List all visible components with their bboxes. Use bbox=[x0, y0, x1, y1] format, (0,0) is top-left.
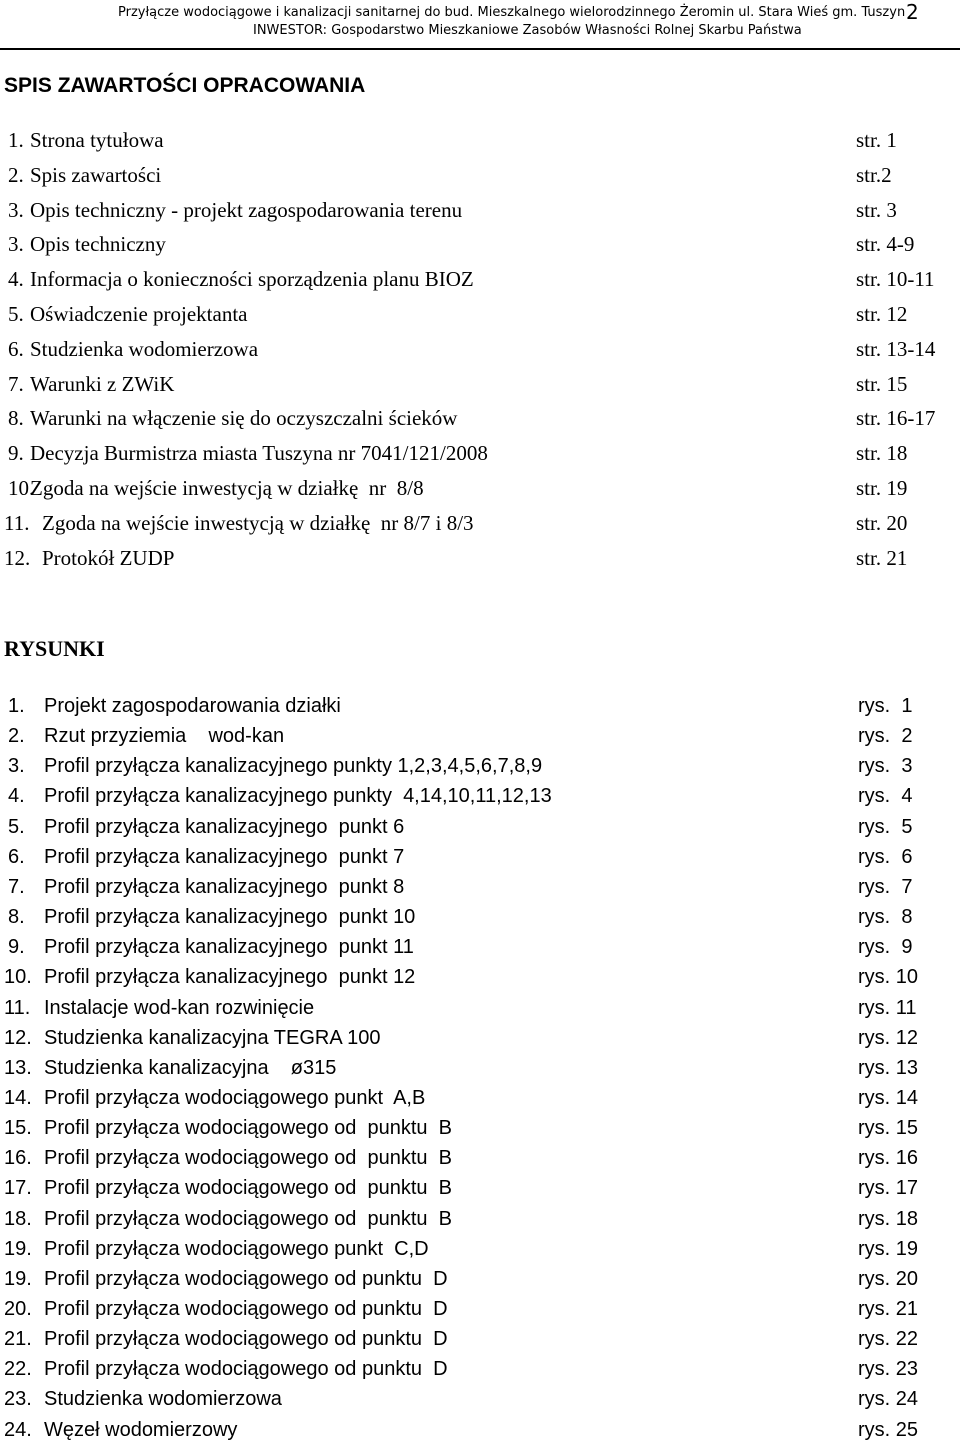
item-label: Profil przyłącza wodociągowego od punktu D bbox=[44, 1298, 448, 1320]
item-label: Profil przyłącza wodociągowego od punktu D bbox=[44, 1267, 448, 1290]
list-item bbox=[0, 1113, 960, 1143]
item-label: Zgoda na wejście inwestycją w działkę nr 8/8 bbox=[30, 476, 424, 500]
item-page: rys. 11 bbox=[858, 996, 917, 1019]
list-item bbox=[0, 751, 960, 781]
drawings-title: RYSUNKI bbox=[4, 636, 105, 661]
list-item bbox=[0, 902, 960, 932]
item-label: Warunki z ZWiK bbox=[30, 371, 175, 396]
item-number: 3. bbox=[8, 232, 24, 257]
item-page: rys. 1 bbox=[858, 695, 913, 717]
item-number: 6. bbox=[8, 845, 25, 868]
item-label: Profil przyłącza kanalizacyjnego punkt 10 bbox=[44, 906, 416, 929]
list-item bbox=[0, 299, 960, 329]
item-page: rys. 6 bbox=[858, 845, 913, 868]
list-item bbox=[0, 842, 960, 872]
item-number: 7. bbox=[8, 875, 25, 898]
list-item bbox=[0, 125, 960, 155]
item-page: str. 16-17 bbox=[856, 406, 936, 431]
list-item bbox=[0, 508, 960, 538]
item-page: rys. 19 bbox=[858, 1237, 919, 1260]
list-item bbox=[0, 1204, 960, 1234]
item-label: Opis techniczny - projekt zagospodarowania terenu bbox=[30, 197, 463, 222]
item-number: 10. bbox=[4, 966, 32, 989]
item-label: Studzienka kanalizacyjna TEGRA 100 bbox=[44, 1026, 381, 1049]
item-page: rys. 22 bbox=[858, 1328, 919, 1351]
item-page: rys. 15 bbox=[858, 1117, 919, 1140]
item-label: Studzienka wodomierzowa bbox=[30, 336, 259, 361]
item-page: rys. 20 bbox=[858, 1267, 919, 1290]
item-label: Opis techniczny bbox=[30, 232, 166, 257]
header-investor: INWESTOR: Gospodarstwo Mieszkaniowe Zasobów Własności Rolnej Skarbu Państwa bbox=[253, 23, 802, 38]
item-number: 8. bbox=[8, 406, 24, 431]
list-item bbox=[0, 993, 960, 1023]
item-label: Profil przyłącza kanalizacyjnego punkt 12 bbox=[44, 966, 416, 989]
item-page: rys. 12 bbox=[858, 1026, 919, 1049]
list-item bbox=[0, 403, 960, 433]
item-number: 12. bbox=[4, 545, 31, 570]
item-page: str. 10-11 bbox=[856, 267, 935, 292]
item-page: rys. 21 bbox=[858, 1298, 919, 1320]
item-number: 6. bbox=[8, 336, 24, 361]
item-number: 23. bbox=[4, 1388, 32, 1411]
item-page: str. 15 bbox=[856, 371, 908, 396]
list-item bbox=[0, 1415, 960, 1445]
item-label: Profil przyłącza wodociągowego punkt C,D bbox=[44, 1237, 429, 1260]
item-number: 22. bbox=[4, 1358, 32, 1381]
item-label: Strona tytułowa bbox=[30, 128, 164, 152]
item-page: str. 3 bbox=[856, 197, 897, 222]
header-divider bbox=[0, 48, 960, 50]
item-number: 11. bbox=[4, 510, 30, 535]
list-item bbox=[0, 1173, 960, 1203]
list-item bbox=[0, 229, 960, 259]
item-number: 3. bbox=[8, 755, 25, 778]
item-label: Rzut przyziemia wod-kan bbox=[44, 725, 285, 748]
header-project-title: Przyłącze wodociągowe i kanalizacji sanitarnej do bud. Mieszkalnego wielorodzinnego Żeromin ul. Stara Wieś gm. Tuszyn bbox=[118, 5, 906, 20]
list-item bbox=[0, 473, 960, 503]
item-label: Profil przyłącza wodociągowego od punktu B bbox=[44, 1147, 453, 1170]
item-label: Profil przyłącza kanalizacyjnego punkt 8 bbox=[44, 875, 405, 898]
item-page: rys. 16 bbox=[858, 1147, 919, 1170]
list-item bbox=[0, 1083, 960, 1113]
list-item bbox=[0, 1384, 960, 1414]
item-number: 8. bbox=[8, 906, 25, 929]
list-item bbox=[0, 872, 960, 902]
item-number: 24. bbox=[4, 1418, 32, 1441]
item-label: Warunki na włączenie się do oczyszczalni ścieków bbox=[30, 406, 458, 431]
item-number: 19. bbox=[4, 1267, 32, 1290]
item-number: 20. bbox=[4, 1298, 32, 1320]
item-number: 16. bbox=[4, 1147, 32, 1170]
item-number: 11. bbox=[4, 996, 31, 1019]
item-page: rys. 4 bbox=[858, 785, 913, 808]
item-label: Profil przyłącza wodociągowego od punktu B bbox=[44, 1207, 453, 1230]
item-page: str. 20 bbox=[856, 510, 908, 535]
item-number: 4. bbox=[8, 267, 24, 292]
item-label: Studzienka kanalizacyjna ø315 bbox=[44, 1056, 337, 1079]
item-label: Profil przyłącza wodociągowego od punktu D bbox=[44, 1358, 448, 1381]
item-label: Profil przyłącza wodociągowego od punktu B bbox=[44, 1117, 453, 1140]
list-item bbox=[0, 721, 960, 751]
list-item bbox=[0, 369, 960, 399]
item-label: Informacja o konieczności sporządzenia planu BIOZ bbox=[30, 267, 474, 292]
list-item bbox=[0, 334, 960, 364]
item-label: Decyzja Burmistrza miasta Tuszyna nr 7041/121/2008 bbox=[30, 441, 488, 466]
item-number: 5. bbox=[8, 302, 24, 326]
list-item bbox=[0, 1234, 960, 1264]
item-label: Profil przyłącza kanalizacyjnego punkt 11 bbox=[44, 936, 414, 959]
item-number: 9. bbox=[8, 441, 24, 466]
item-number: 5. bbox=[8, 815, 25, 838]
item-label: Profil przyłącza wodociągowego punkt A,B bbox=[44, 1086, 426, 1109]
item-page: str. 1 bbox=[856, 128, 897, 152]
list-item bbox=[0, 691, 960, 721]
item-number: 10. bbox=[8, 476, 35, 500]
item-page: str. 12 bbox=[856, 302, 908, 326]
list-item bbox=[0, 264, 960, 294]
item-number: 3. bbox=[8, 197, 24, 222]
item-page: str. 21 bbox=[856, 545, 908, 570]
item-label: Profil przyłącza kanalizacyjnego punkt 7 bbox=[44, 845, 405, 868]
item-label: Spis zawartości bbox=[30, 162, 162, 187]
item-page: rys. 2 bbox=[858, 725, 913, 748]
list-item bbox=[0, 1264, 960, 1294]
list-item bbox=[0, 781, 960, 811]
list-item bbox=[0, 160, 960, 190]
item-page: str. 4-9 bbox=[856, 232, 915, 257]
item-number: 12. bbox=[4, 1026, 32, 1049]
item-page: str. 13-14 bbox=[856, 336, 936, 361]
item-number: 18. bbox=[4, 1207, 32, 1230]
list-item bbox=[0, 932, 960, 962]
list-item bbox=[0, 1324, 960, 1354]
item-number: 2. bbox=[8, 162, 24, 187]
item-label: Węzeł wodomierzowy bbox=[44, 1418, 238, 1441]
list-item bbox=[0, 195, 960, 225]
item-page: str. 18 bbox=[856, 441, 908, 466]
item-label: Profil przyłącza kanalizacyjnego punkty 1,2,3,4,5,6,7,8,9 bbox=[44, 755, 543, 778]
item-number: 13. bbox=[4, 1056, 32, 1079]
list-item bbox=[0, 1053, 960, 1083]
item-number: 21. bbox=[4, 1328, 32, 1351]
item-page: rys. 10 bbox=[858, 966, 919, 989]
item-label: Instalacje wod-kan rozwinięcie bbox=[44, 996, 315, 1019]
item-number: 19. bbox=[4, 1237, 32, 1260]
item-page: rys. 3 bbox=[858, 755, 913, 778]
contents-title: SPIS ZAWARTOŚCI OPRACOWANIA bbox=[4, 74, 366, 97]
item-page: rys. 17 bbox=[858, 1177, 919, 1200]
item-number: 14. bbox=[4, 1086, 32, 1109]
page-number: 2 bbox=[906, 0, 919, 24]
item-label: Profil przyłącza wodociągowego od punktu D bbox=[44, 1328, 448, 1351]
item-page: rys. 14 bbox=[858, 1086, 919, 1109]
item-page: rys. 5 bbox=[858, 815, 913, 838]
item-page: rys. 24 bbox=[858, 1388, 919, 1411]
item-page: str.2 bbox=[856, 162, 892, 187]
item-number: 7. bbox=[8, 371, 24, 396]
item-number: 1. bbox=[8, 695, 25, 717]
item-page: rys. 18 bbox=[858, 1207, 919, 1230]
item-page: rys. 23 bbox=[858, 1358, 919, 1381]
item-number: 4. bbox=[8, 785, 25, 808]
item-label: Profil przyłącza kanalizacyjnego punkt 6 bbox=[44, 815, 405, 838]
item-label: Studzienka wodomierzowa bbox=[44, 1388, 282, 1411]
item-page: str. 19 bbox=[856, 476, 908, 500]
item-label: Profil przyłącza wodociągowego od punktu B bbox=[44, 1177, 453, 1200]
item-page: rys. 25 bbox=[858, 1418, 919, 1441]
item-number: 15. bbox=[4, 1117, 32, 1140]
item-number: 17. bbox=[4, 1177, 32, 1200]
item-label: Zgoda na wejście inwestycją w działkę nr 8/7 i 8/3 bbox=[42, 510, 474, 535]
list-item bbox=[0, 962, 960, 992]
list-item bbox=[0, 1354, 960, 1384]
item-label: Projekt zagospodarowania działki bbox=[44, 695, 341, 717]
item-label: Profil przyłącza kanalizacyjnego punkty 4,14,10,11,12,13 bbox=[44, 785, 552, 808]
item-page: rys. 9 bbox=[858, 936, 913, 959]
list-item bbox=[0, 1294, 960, 1324]
item-label: Oświadczenie projektanta bbox=[30, 302, 248, 326]
item-number: 1. bbox=[8, 128, 24, 152]
item-page: rys. 8 bbox=[858, 906, 913, 929]
item-label: Protokół ZUDP bbox=[42, 545, 175, 570]
list-item bbox=[0, 438, 960, 468]
item-page: rys. 13 bbox=[858, 1056, 919, 1079]
item-page: rys. 7 bbox=[858, 875, 913, 898]
item-number: 9. bbox=[8, 936, 25, 959]
list-item bbox=[0, 1143, 960, 1173]
list-item bbox=[0, 1023, 960, 1053]
item-number: 2. bbox=[8, 725, 25, 748]
list-item bbox=[0, 812, 960, 842]
list-item bbox=[0, 543, 960, 573]
